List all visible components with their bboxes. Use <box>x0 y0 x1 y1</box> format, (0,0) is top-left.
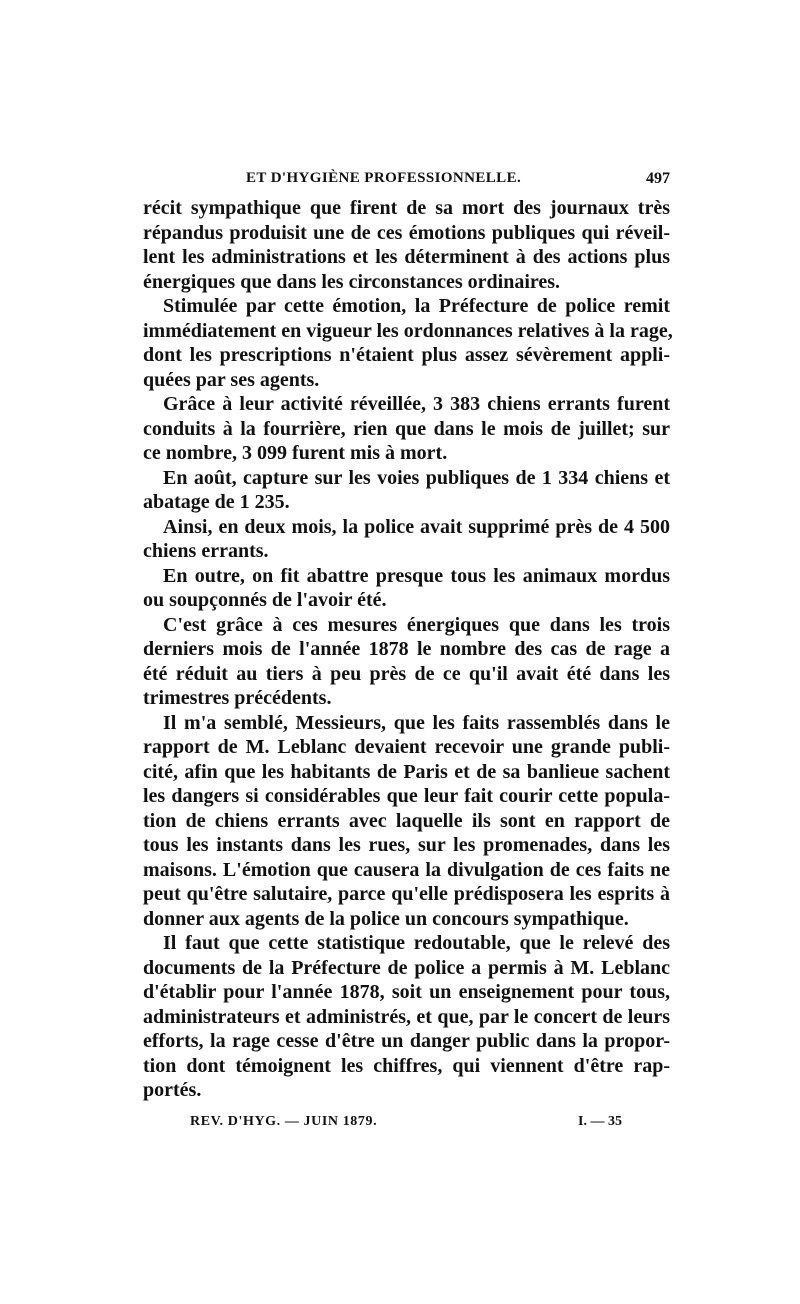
text-line: récit sympathique que firent de sa mort des journaux très <box>143 197 670 219</box>
text-line: Stimulée par cette émotion, la Préfecture de police remit <box>163 295 670 317</box>
text-line: administrateurs et administrés, et que, par le concert de leurs <box>143 1005 670 1028</box>
journal-reference: REV. D'HYG. — JUIN 1879. <box>190 1114 378 1129</box>
text-line: Il faut que cette statistique redoutable, que le relevé des <box>163 932 670 954</box>
text-line: dont les prescriptions n'étaient plus assez sévèrement appli- <box>143 344 670 366</box>
text-line: ce nombre, 3 099 furent mis à mort. <box>143 442 448 464</box>
text-line: derniers mois de l'année 1878 le nombre des cas de rage a <box>143 638 670 660</box>
body-text <box>143 196 673 1103</box>
page-number: 497 <box>646 170 670 187</box>
text-line: maisons. L'émotion que causera la divulgation de ces faits ne <box>143 858 670 881</box>
text-line: tous les instants dans les rues, sur les promenades, dans les <box>143 834 670 856</box>
text-line: rapport de M. Leblanc devaient recevoir une grande publi- <box>143 736 670 758</box>
text-line: ou soupçonnés de l'avoir été. <box>143 589 387 611</box>
text-line: été réduit au tiers à peu près de ce qu'il avait été dans les <box>143 662 670 685</box>
page-footer <box>190 1114 622 1136</box>
text-line: portés. <box>143 1079 202 1101</box>
text-line: répandus produisit une de ces émotions publiques qui réveil- <box>143 221 670 244</box>
page-header <box>143 170 670 194</box>
text-line: chiens errants. <box>143 540 269 562</box>
text-line: quées par ses agents. <box>143 368 320 391</box>
text-line: Grâce à leur activité réveillée, 3 383 chiens errants furent <box>163 393 670 415</box>
text-line: immédiatement en vigueur les ordonnances relatives à la rage, <box>143 319 673 342</box>
text-line: Il m'a semblé, Messieurs, que les faits rassemblés dans le <box>163 711 670 734</box>
text-line: Ainsi, en deux mois, la police avait supprimé près de 4 500 <box>163 515 670 538</box>
text-line: documents de la Préfecture de police a permis à M. Leblanc <box>143 956 670 979</box>
text-line: En outre, on fit abattre presque tous les animaux mordus <box>163 564 670 587</box>
text-line: énergiques que dans les circonstances ordinaires. <box>143 270 561 293</box>
signature-mark: I. — 35 <box>578 1114 622 1129</box>
text-line: En août, capture sur les voies publiques de 1 334 chiens et <box>163 466 670 489</box>
text-line: peut qu'être salutaire, parce qu'elle prédisposera les esprits à <box>143 883 670 905</box>
text-line: donner aux agents de la police un concours sympathique. <box>143 907 629 930</box>
text-line: les dangers si considérables que leur fait courir cette popula- <box>143 785 670 807</box>
text-line: tion de chiens errants avec laquelle ils sont en rapport de <box>143 809 670 832</box>
text-line: efforts, la rage cesse d'être un danger public dans la propor- <box>143 1030 670 1052</box>
text-line: trimestres précédents. <box>143 687 332 709</box>
text-line: cité, afin que les habitants de Paris et de sa banlieue sachent <box>143 760 670 783</box>
text-line: lent les administrations et les déterminent à des actions plus <box>143 246 670 268</box>
text-line: abatage de 1 235. <box>143 491 290 513</box>
running-title: ET D'HYGIÈNE PROFESSIONNELLE. <box>246 170 522 186</box>
text-line: conduits à la fourrière, rien que dans le mois de juillet; sur <box>143 417 670 440</box>
text-line: tion dont témoignent les chiffres, qui viennent d'être rap- <box>143 1054 670 1077</box>
text-line: d'établir pour l'année 1878, soit un enseignement pour tous, <box>143 981 670 1003</box>
text-line: C'est grâce à ces mesures énergiques que dans les trois <box>163 613 670 636</box>
